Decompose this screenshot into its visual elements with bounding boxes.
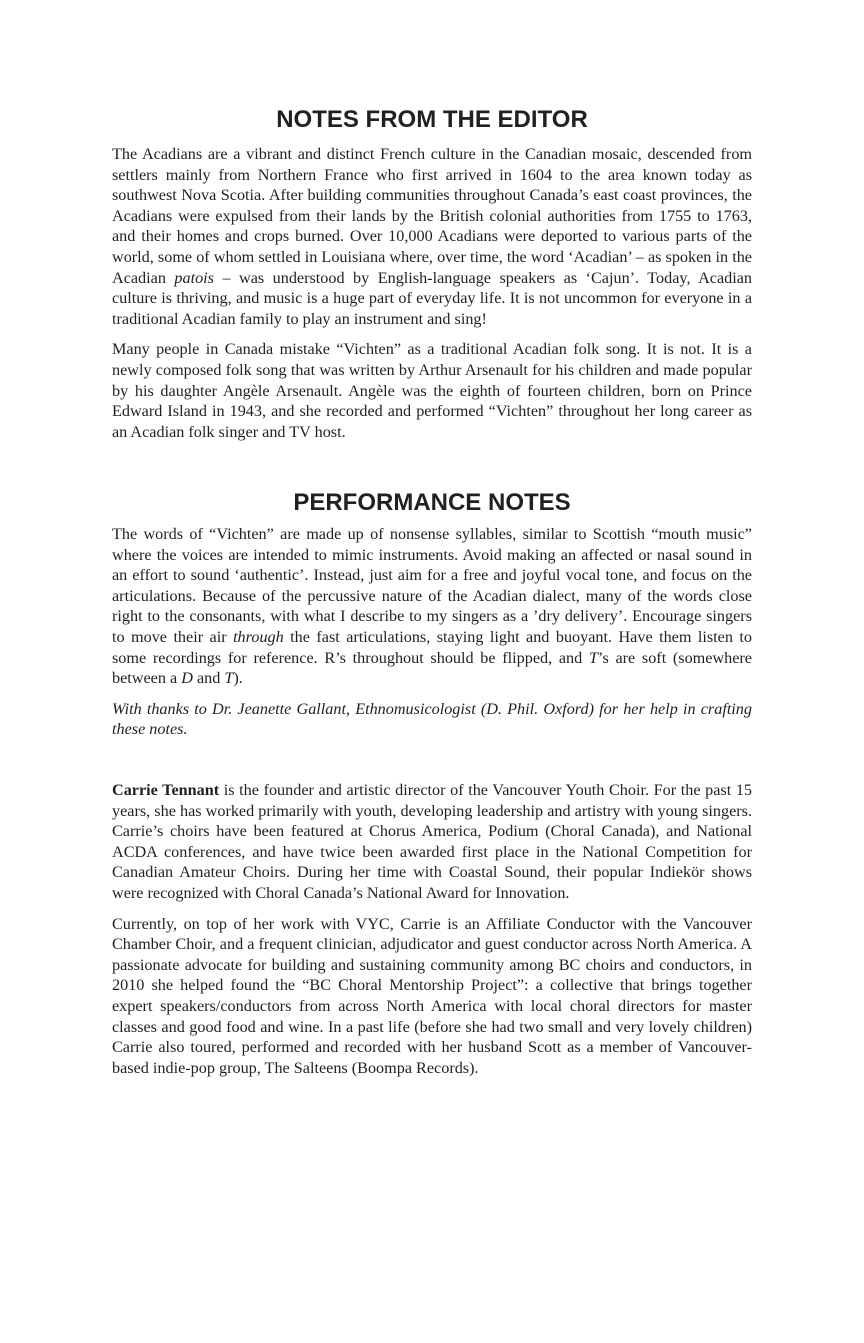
text: is the founder and artistic director of the Vancouver Youth Choir. For the past 15 years, she has worked primarily with youth, developing leadership and artistry with young singers. Carrie’s choirs have been featured at Chorus America, Podium (Choral Canada), and National ACDA conferences, and have twice been awarded first place in the National Competition for Canadian Amateur Choirs. During her time with Coastal Sound, their popular Indiekör shows were recognized with Choral Canada’s National Award for Innovation. <box>112 781 753 902</box>
bio-paragraph-2: Currently, on top of her work with VYC, Carrie is an Affiliate Conductor with the Vancouver Chamber Choir, and a frequent clinician, adjudicator and guest conductor across North America. A passionate advocate for building and sustaining community among BC choirs and conductors, in 2010 she helped found the “BC Choral Mentorship Project”: a collective that brings together expert speakers/conductors from across North America with local choral directors for master classes and good food and wine. In a past life (before she had two small and very lovely children) Carrie also toured, performed and recorded with her husband Scott as a member of Vancouver-based indie-pop group, The Salteens (Boompa Records). <box>112 914 752 1077</box>
italic-text: patois <box>174 268 214 287</box>
performance-paragraph <box>112 524 752 689</box>
text: ’s are soft (somewhere between a <box>112 648 752 688</box>
editor-title: NOTES FROM THE EDITOR <box>276 106 588 133</box>
text: and <box>192 669 225 688</box>
text: The Acadians are a vibrant and distinct French culture in the Canadian mosaic, descended from settlers mainly from Northern France who first arrived in 1604 to the area known today as southwest Nova Scotia. After building communities throughout Canada’s east coast provinces, the Acadians were expulsed from their lands by the British colonial authorities from 1755 to 1763, and their homes and crops burned. Over 10,000 Acadians were deported to various parts of the world, some of whom settled in Louisiana where, over time, the word ‘Acadian’ – as spoken in the Acadian <box>112 145 752 287</box>
text: – was understood by English-language speakers as ‘Cajun’. Today, Acadian culture is thriving, and music is a huge part of everyday life. It is not uncommon for everyone in a traditional Acadian family to play an instrument and sing! <box>112 268 752 328</box>
text: the fast articulations, staying light and buoyant. Have them listen to some recordings for reference. R’s throughout should be flipped, and <box>112 627 752 667</box>
bio-section <box>112 780 752 1088</box>
bio-paragraph-1 <box>112 780 752 904</box>
italic-text: T <box>224 669 234 688</box>
performance-title: PERFORMANCE NOTES <box>293 489 571 516</box>
editor-section <box>112 106 752 452</box>
thanks-note <box>112 699 752 740</box>
text: ). <box>233 669 243 688</box>
editor-paragraph-2: Many people in Canada mistake “Vichten” as a traditional Acadian folk song. It is not. It is a newly composed folk song that was written by Arthur Arsenault for his children and made popular by his daughter Angèle Arsenault. Angèle was the eighth of fourteen children, born on Prince Edward Island in 1943, and she recorded and performed “Vichten” throughout her long career as an Acadian folk singer and TV host. <box>112 340 752 441</box>
italic-text: through <box>233 627 284 646</box>
performance-section <box>112 489 752 750</box>
italic-text: T <box>588 648 598 667</box>
text: The words of “Vichten” are made up of nonsense syllables, similar to Scottish “mouth music” where the voices are intended to mimic instruments. Avoid making an affected or nasal sound in an effort to sound ‘authentic’. Instead, just aim for a free and joyful vocal tone, and focus on the articulations. Because of the percussive nature of the Acadian dialect, many of the words close right to the consonants, with what I describe to my singers as a ’dry delivery’. Encourage singers to move their air <box>112 525 752 646</box>
italic-text: D <box>181 669 193 688</box>
italic-text: With thanks to Dr. Jeanette Gallant, Ethnomusicologist (D. Phil. Oxford) for her help in crafting these notes. <box>112 699 752 739</box>
editor-paragraph-1 <box>112 144 752 329</box>
bio-name: Carrie Tennant <box>112 781 220 799</box>
